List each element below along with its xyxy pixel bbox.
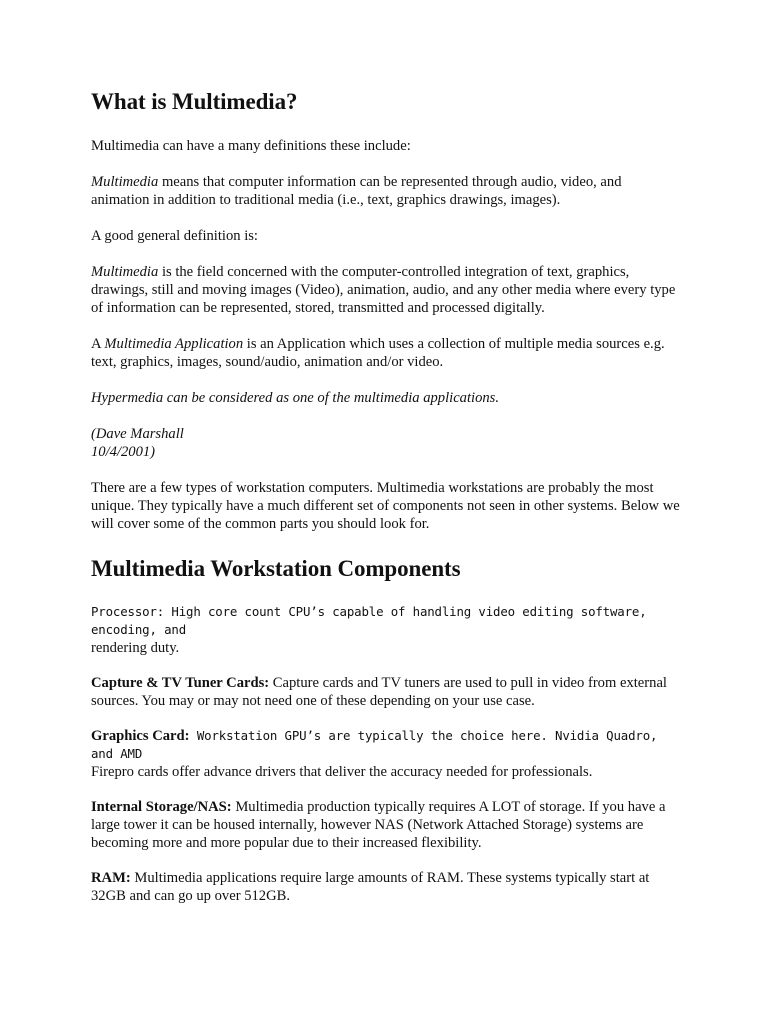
- capture-text: Capture cards and TV tuners are used to pull in video from external sources. You may or may not need one of these depending on your use case.: [91, 675, 667, 709]
- ram-text: Multimedia applications require large amounts of RAM. These systems typically start at 32GB and can go up over 512GB.: [91, 870, 650, 904]
- application-definition: [91, 335, 681, 371]
- definition-text: means that computer information can be represented through audio, video, and animation in addition to traditional media (i.e., text, graphics drawings, images).: [91, 174, 622, 208]
- document-page: [91, 88, 681, 922]
- capture-label: Capture & TV Tuner Cards:: [91, 675, 270, 691]
- graphics-label: Graphics Card:: [91, 728, 190, 744]
- graphics-text-rest: Firepro cards offer advance drivers that deliver the accuracy needed for professionals.: [91, 764, 593, 780]
- application-prefix: A: [91, 336, 105, 352]
- definition-term: Multimedia: [91, 264, 159, 280]
- author-citation: [91, 425, 681, 461]
- application-text: is an Application which uses a collection of multiple media sources e.g. text, graphics, images, sound/audio, animation and/or video.: [91, 336, 665, 370]
- component-storage: [91, 798, 681, 852]
- intro-paragraph: Multimedia can have a many definitions these include:: [91, 138, 411, 154]
- component-processor: [91, 603, 681, 657]
- application-term: Multimedia Application: [104, 336, 244, 352]
- storage-label: Internal Storage/NAS:: [91, 799, 232, 815]
- storage-text: Multimedia production typically requires A LOT of storage. If you have a large tower it can be housed internally, however NAS (Network Attached Storage) systems are becoming more and more popular due to their increased flexibility.: [91, 799, 666, 851]
- definition-term: Multimedia: [91, 174, 159, 190]
- hypermedia-note: Hypermedia can be considered as one of the multimedia applications.: [91, 390, 500, 406]
- ram-label: RAM:: [91, 870, 131, 886]
- definition-paragraph-1: [91, 173, 681, 209]
- workstation-types-paragraph: There are a few types of workstation computers. Multimedia workstations are probably the most unique. They typically have a much different set of components not seen in other systems. Below we will cover some of the common parts you should look for.: [91, 480, 680, 532]
- author-name: (Dave Marshall: [91, 426, 184, 442]
- author-date: 10/4/2001): [91, 444, 156, 460]
- component-capture-cards: [91, 674, 681, 710]
- processor-text-rest: rendering duty.: [91, 640, 180, 656]
- component-graphics-card: [91, 727, 681, 781]
- definition-text: is the field concerned with the computer-controlled integration of text, graphics, drawings, still and moving images (Video), animation, audio, and any other media where every type of information can be represented, stored, transmitted and processed digitally.: [91, 264, 676, 316]
- processor-text: Processor: High core count CPU’s capable of handling video editing software, encoding, and: [91, 604, 647, 637]
- definition-paragraph-2: [91, 263, 681, 317]
- heading-workstation-components: Multimedia Workstation Components: [91, 556, 461, 581]
- graphics-text: Workstation GPU’s are typically the choice here. Nvidia Quadro, and AMD: [91, 728, 658, 761]
- component-ram: [91, 869, 681, 905]
- heading-what-is-multimedia: What is Multimedia?: [91, 89, 298, 114]
- good-definition-intro: A good general definition is:: [91, 228, 258, 244]
